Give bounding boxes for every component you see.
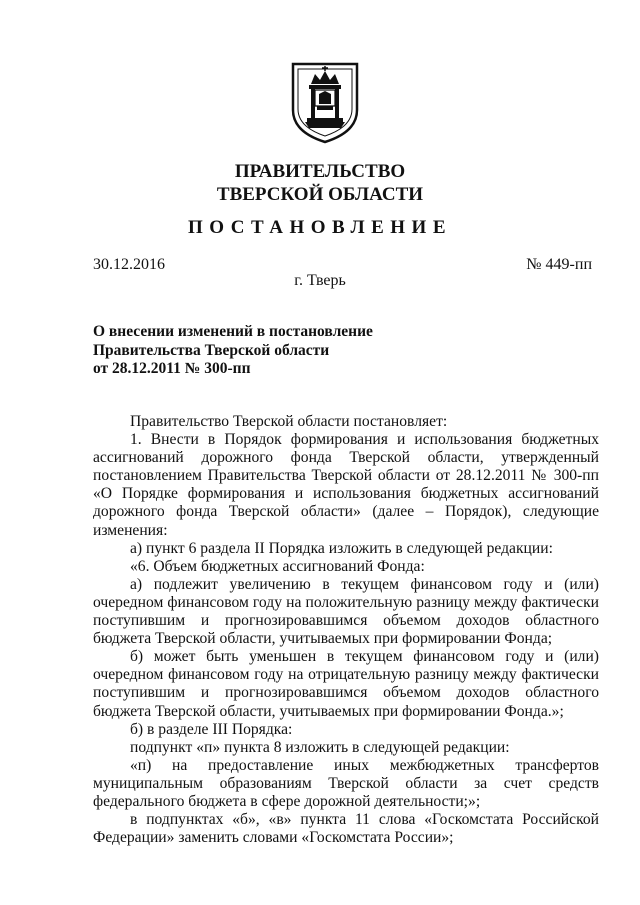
document-number: № 449-пп	[526, 256, 592, 273]
body-paragraph-clause6-a: а) подлежит увеличению в текущем финансовом году и (или) очередном финансовом году на положительную разницу между фактически поступившим и прогнозировавшимся объемом доходов областного бюджета Тверской области, учитываемых при формировании Фонда;	[93, 575, 599, 648]
document-date: 30.12.2016	[93, 256, 165, 273]
government-title-line1: ПРАВИТЕЛЬСТВО	[234, 161, 406, 182]
body-paragraph-subclause-p-text: «п) на предоставление иных межбюджетных трансфертов муниципальным образованиям Тверской области за счет средств федерального бюджета в сфере дорожной деятельности;»;	[93, 756, 599, 810]
body-paragraph-item11: в подпунктах «б», «в» пункта 11 слова «Госкомстата Российской Федерации» заменить словами «Госкомстата России»;	[93, 811, 599, 847]
subject-line3: от 28.12.2011 № 300-пп	[93, 360, 251, 377]
subject-line2: Правительства Тверской области	[93, 341, 330, 359]
body-paragraph-subclause-p: подпункт «п» пункта 8 изложить в следующей редакции:	[130, 738, 510, 756]
document-city: г. Тверь	[294, 272, 346, 289]
body-paragraph-preamble: Правительство Тверской области постановляет:	[130, 413, 448, 430]
government-title-line2: ТВЕРСКОЙ ОБЛАСТИ	[216, 184, 424, 205]
government-title	[0, 160, 640, 206]
body-paragraph-item-b: б) в разделе III Порядка:	[130, 720, 293, 738]
document-body	[93, 413, 599, 847]
body-paragraph-clause6: «6. Объем бюджетных ассигнований Фонда:	[130, 557, 425, 575]
subject-line1: О внесении изменений в постановление	[93, 323, 373, 340]
body-paragraph-item1: 1. Внести в Порядок формирования и использования бюджетных ассигнований дорожного фонда Тверской области, утвержденный постановлением Правительства Тверской области от 28.12.2011 № 300-пп «О Порядке формирования и использования бюджетных ассигнований дорожного фонда Тверской области» (далее – Порядок), следующие изменения:	[93, 431, 599, 539]
tver-coat-of-arms-icon	[289, 60, 361, 144]
document-type: ПОСТАНОВЛЕНИЕ	[187, 217, 453, 238]
body-paragraph-item-a: а) пункт 6 раздела II Порядка изложить в следующей редакции:	[130, 539, 553, 557]
body-paragraph-clause6-b: б) может быть уменьшен в текущем финансовом году и (или) очередном финансовом году на отрицательную разницу между фактически поступившим и прогнозировавшимся объемом доходов областного бюджета Тверской области, учитываемых при формировании Фонда.»;	[93, 648, 599, 720]
document-subject	[93, 323, 373, 379]
